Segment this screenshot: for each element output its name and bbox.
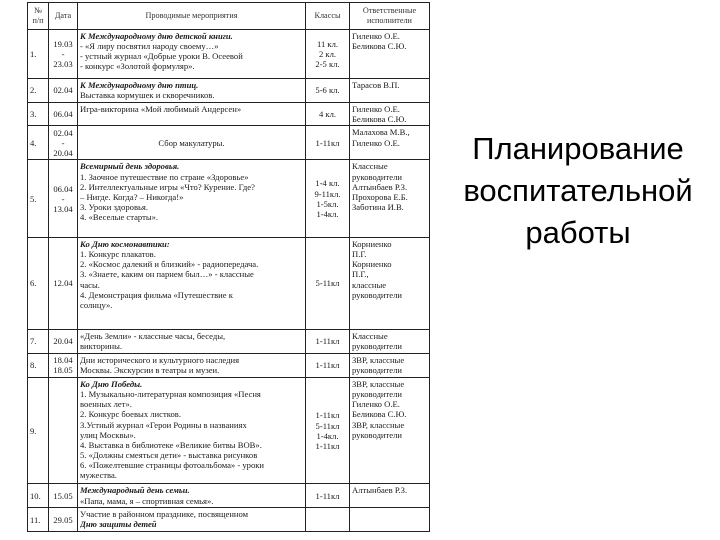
responsible-line: Тарасов В.П. (352, 79, 400, 90)
event-line: «День Земли» - классные часы, беседы, (80, 330, 226, 341)
responsible-line: Корниенко (352, 238, 392, 249)
responsible-line: Гиленко О.Е. (352, 31, 400, 41)
cell-number (28, 78, 49, 102)
cell-date (49, 126, 78, 160)
responsible-line: Гиленко О.Е. (352, 399, 400, 410)
classes-line: 1-4 кл. (315, 178, 340, 189)
date-line: 13.04 (53, 203, 73, 214)
classes-line: 4 кл. (318, 108, 337, 119)
slide-title-line: Планирование (472, 131, 684, 166)
cell-responsible (350, 160, 430, 238)
event-line: - устный журнал «Добрые уроки В. Осеевой (80, 51, 243, 62)
cell-events (78, 353, 306, 377)
cell-classes (306, 102, 350, 126)
cell-number (28, 160, 49, 238)
event-line: 5. «Должны смеяться дети» - выставка рисунков (80, 449, 258, 460)
cell-classes (306, 30, 350, 79)
cell-responsible (350, 329, 430, 353)
responsible-line: Беликова С.Ю. (352, 409, 407, 420)
date-line: 19.03 (53, 38, 73, 49)
event-line: военных лет». (80, 399, 132, 410)
row-number: 9. (30, 425, 37, 436)
responsible-line: Классные (352, 161, 388, 172)
cell-date (49, 160, 78, 238)
cell-classes (306, 237, 350, 329)
date-line: 20.04 (53, 148, 73, 159)
cell-responsible (350, 126, 430, 160)
classes-line: 5-11кл (315, 278, 340, 289)
responsible-line: Беликова С.Ю. (352, 41, 407, 52)
responsible-line: Прохорова Е.Б. (352, 191, 408, 202)
cell-date (49, 102, 78, 126)
cell-events (78, 484, 306, 508)
table-row (28, 102, 430, 126)
cell-responsible (350, 237, 430, 329)
cell-classes (306, 377, 350, 483)
cell-date (49, 353, 78, 377)
event-line: Дню защиты детей (80, 519, 157, 530)
date-line: - (61, 48, 65, 59)
classes-line: 5-11кл (315, 420, 340, 431)
row-number: 6. (30, 278, 37, 289)
responsible-line: Алтынбаев Р.З. (352, 485, 408, 496)
date-line: 20.04 (53, 336, 73, 347)
event-line: 1. Конкурс плакатов. (80, 249, 156, 260)
table-header-row (28, 3, 430, 30)
header-events: Проводимые мероприятия (78, 3, 306, 30)
table-row (28, 160, 430, 238)
cell-classes (306, 126, 350, 160)
responsible-line: руководители (352, 171, 402, 182)
responsible-line: руководители (352, 429, 402, 440)
event-line: Дни исторического и культурного наследия (80, 354, 240, 365)
event-line: Сбор макулатуры. (158, 137, 225, 148)
table-row (28, 126, 430, 160)
cell-events (78, 329, 306, 353)
row-number: 8. (30, 360, 37, 371)
cell-number (28, 102, 49, 126)
event-line: Участие в районном празднике, посвященном (80, 509, 249, 520)
responsible-line: ЗВР, классные (352, 378, 405, 389)
table-row (28, 353, 430, 377)
slide-title-line: воспитательной (463, 173, 693, 208)
date-line: 18.04 (53, 355, 73, 366)
date-line: 02.04 (53, 127, 73, 138)
responsible-line: Корниенко (352, 259, 392, 270)
cell-date (49, 377, 78, 483)
cell-date (49, 508, 78, 532)
classes-line: 1-11кл (315, 360, 340, 371)
classes-line: 1-4кл. (316, 208, 339, 219)
cell-classes (306, 508, 350, 532)
event-line: - «Я лиру посвятил народу своему…» (80, 41, 219, 52)
event-line: Ко Дню Победы. (80, 378, 143, 389)
classes-line: 11 кл. (316, 38, 339, 49)
row-number: 2. (30, 85, 37, 96)
responsible-line: руководители (352, 340, 402, 351)
event-line: Москвы. Экскурсии в театры и музеи. (80, 364, 220, 375)
table-row (28, 78, 430, 102)
date-line: - (61, 137, 65, 148)
cell-events (78, 30, 306, 79)
responsible-line: Гиленко О.Е. (352, 103, 400, 114)
cell-responsible (350, 353, 430, 377)
table-body (28, 30, 430, 532)
cell-events (78, 237, 306, 329)
date-line: 29.05 (53, 514, 73, 525)
classes-line: 9-11кл. (314, 188, 341, 199)
cell-number (28, 237, 49, 329)
event-line: мужества. (80, 470, 117, 481)
table-row (28, 237, 430, 329)
row-number: 7. (30, 336, 37, 347)
cell-responsible (350, 30, 430, 79)
event-line: 3.Устный журнал «Герои Родины в названиях (80, 419, 247, 430)
slide-title (436, 128, 720, 254)
event-line: 1. Музыкально-литературная композиция «Песня (80, 389, 261, 400)
event-line: Игра-викторина «Мой любимый Андерсен» (80, 103, 242, 114)
responsible-line: П.Г. (352, 249, 367, 260)
cell-date (49, 484, 78, 508)
cell-classes (306, 78, 350, 102)
slide-title-line: работы (525, 215, 631, 250)
event-line: 2. Конкурс боевых листков. (80, 409, 181, 420)
cell-classes (306, 329, 350, 353)
responsible-line: Заботина И.В. (352, 202, 404, 213)
header-responsible: Ответственные исполнители (350, 3, 430, 30)
cell-date (49, 329, 78, 353)
responsible-line: Малахова М.В., (352, 127, 410, 138)
responsible-line: П.Г., (352, 269, 369, 280)
responsible-line: Классные (352, 330, 388, 341)
event-line: Ко Дню космонавтики: (80, 238, 170, 249)
event-line: 1. Заочное путешествие по стране «Здоровье» (80, 171, 249, 182)
date-line: - (61, 193, 65, 204)
table-row (28, 329, 430, 353)
cell-responsible (350, 508, 430, 532)
cell-classes (306, 160, 350, 238)
table-row (28, 484, 430, 508)
cell-number (28, 329, 49, 353)
event-line: 6. «Пожелтевшие страницы фотоальбома» - уроки (80, 460, 265, 471)
classes-line: 1-11кл (315, 137, 340, 148)
cell-date (49, 30, 78, 79)
date-line: 12.04 (53, 278, 73, 289)
classes-line: 5-6 кл. (315, 85, 340, 96)
event-line: 3. «Знаете, каким он парнем был…» - классные (80, 269, 254, 280)
row-number: 10. (30, 490, 41, 501)
event-line: 2. Интеллектуальные игры «Что? Курение. Где? (80, 181, 255, 192)
event-line: 4. Демонстрация фильма «Путешествие к (80, 289, 233, 300)
cell-events (78, 508, 306, 532)
cell-number (28, 126, 49, 160)
cell-events (78, 377, 306, 483)
cell-responsible (350, 78, 430, 102)
cell-responsible (350, 377, 430, 483)
header-number: № п/п (28, 3, 49, 30)
cell-events (78, 78, 306, 102)
event-line: улиц Москвы». (80, 429, 136, 440)
responsible-line: Беликова С.Ю. (352, 113, 407, 124)
responsible-line: руководители (352, 389, 402, 400)
cell-events (78, 102, 306, 126)
header-classes: Классы (306, 3, 350, 30)
cell-classes (306, 353, 350, 377)
cell-date (49, 78, 78, 102)
cell-number (28, 30, 49, 79)
event-line: «Папа, мама, я – спортивная семья». (80, 495, 214, 506)
cell-number (28, 484, 49, 508)
cell-number (28, 377, 49, 483)
event-line: К Международному дню птиц. (80, 79, 199, 90)
event-line: 4. Выставка в библиотеке «Великие битвы ВОВ». (80, 439, 262, 450)
classes-line: 1-11кл (315, 440, 340, 451)
date-line: 06.04 (53, 108, 73, 119)
row-number: 3. (30, 108, 37, 119)
event-line: 2. «Космос далекий и близкий» - радиопередача. (80, 259, 259, 270)
cell-responsible (350, 102, 430, 126)
date-line: 23.03 (53, 59, 73, 70)
event-line: К Международному дню детской книги. (80, 31, 233, 41)
responsible-line: ЗВР, классные (352, 354, 405, 365)
date-line: 15.05 (53, 490, 73, 501)
cell-responsible (350, 484, 430, 508)
row-number: 11. (30, 514, 41, 525)
responsible-line: классные (352, 279, 387, 290)
classes-line: 1-11кл (315, 410, 340, 421)
classes-line: 1-11кл (315, 490, 340, 501)
cell-date (49, 237, 78, 329)
cell-number (28, 353, 49, 377)
date-line: 06.04 (53, 183, 73, 194)
event-line: Всемирный день здоровья. (80, 161, 180, 172)
cell-classes (306, 484, 350, 508)
classes-line: 2 кл. (318, 48, 337, 59)
activities-table (27, 2, 430, 532)
event-line: 3. Уроки здоровья. (80, 202, 149, 213)
table-row (28, 30, 430, 79)
classes-line: 1-11кл (315, 336, 340, 347)
classes-line: 1-4кл. (316, 430, 339, 441)
responsible-line: руководители (352, 364, 402, 375)
event-line: - конкурс «Золотой формуляр». (80, 61, 195, 72)
row-number: 1. (30, 48, 37, 59)
event-line: солнцу». (80, 299, 113, 310)
responsible-line: ЗВР, классные (352, 419, 405, 430)
event-line: Международный день семьи. (80, 485, 190, 496)
responsible-line: Алтынбаев Р.З. (352, 181, 408, 192)
event-line: – Нигде. Когда? – Никогда!» (80, 191, 184, 202)
table-row (28, 508, 430, 532)
classes-line: 2-5 кл. (315, 59, 340, 70)
event-line: викторины. (80, 340, 123, 351)
event-line: 4. «Веселые старты». (80, 212, 159, 223)
date-line: 18.05 (53, 365, 73, 376)
header-date: Дата (49, 3, 78, 30)
responsible-line: Гиленко О.Е. (352, 137, 400, 148)
event-line: часы. (80, 279, 100, 290)
date-line: 02.04 (53, 85, 73, 96)
cell-number (28, 508, 49, 532)
cell-events (78, 126, 306, 160)
cell-events (78, 160, 306, 238)
row-number: 5. (30, 193, 37, 204)
responsible-line: руководители (352, 289, 402, 300)
classes-line: 1-5кл. (316, 198, 339, 209)
event-line: Выставка кормушек и скворечников. (80, 90, 215, 101)
table-row (28, 377, 430, 483)
row-number: 4. (30, 137, 37, 148)
